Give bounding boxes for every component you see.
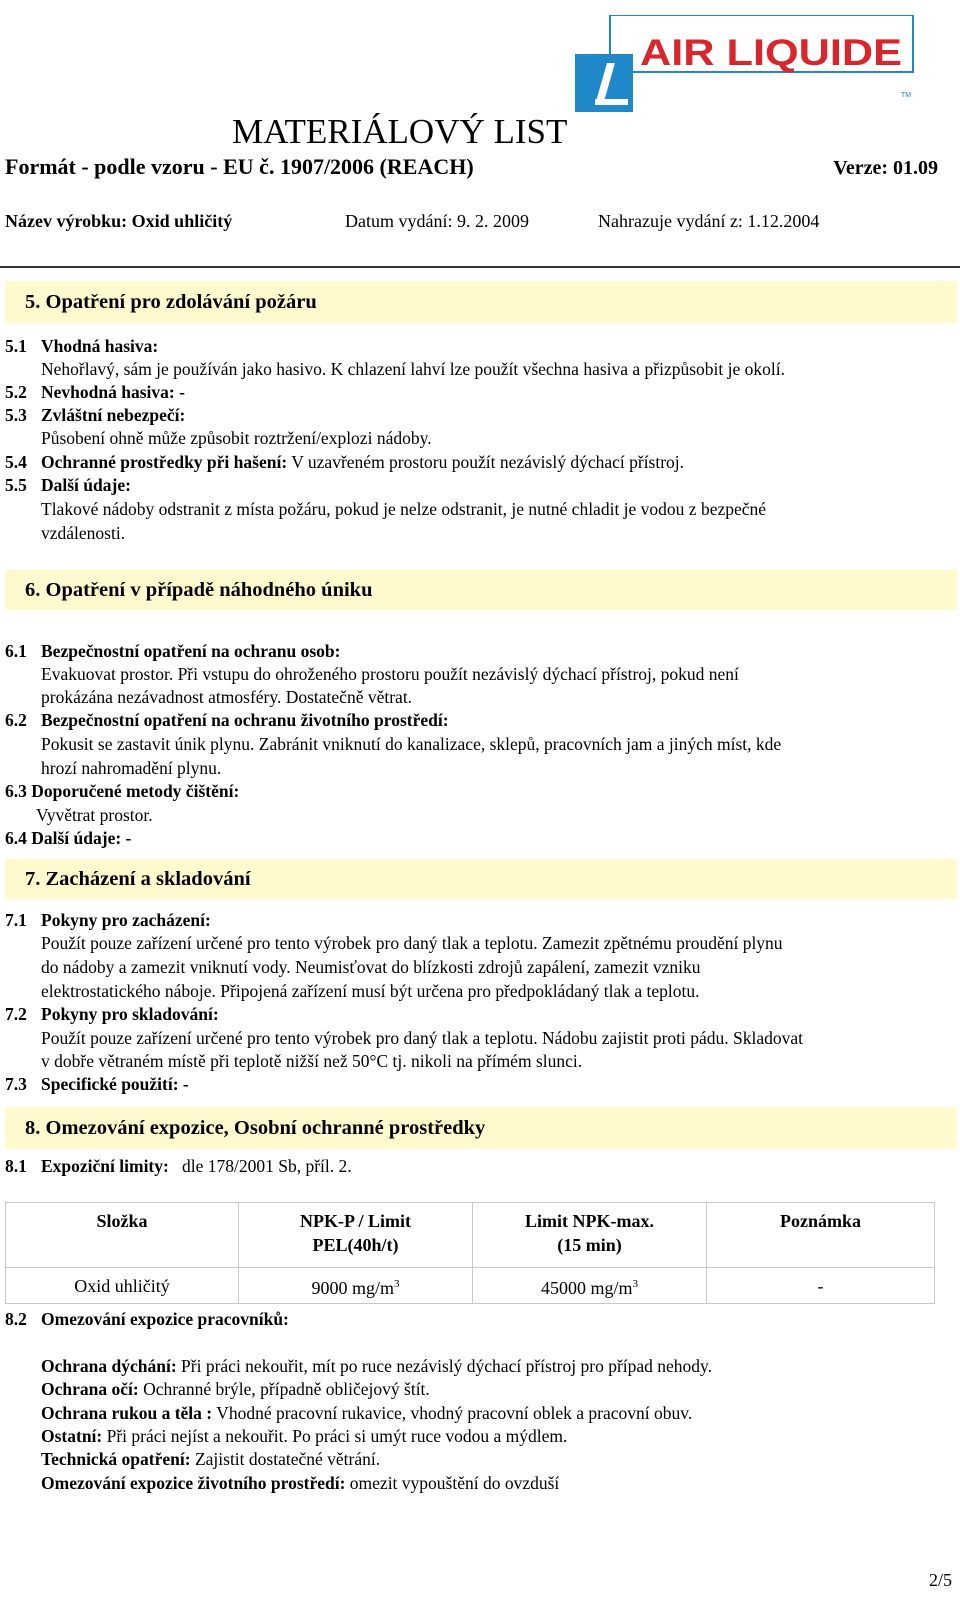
item-6-4: 6.4 Další údaje: - [5, 828, 132, 848]
item-6-3-text: Vyvětrat prostor. [36, 805, 153, 825]
item-7-1-text-1: Použít pouze zařízení určené pro tento výrobek pro daný tlak a teplotu. Zamezit zpětnému proudění plynu [41, 933, 783, 953]
section-5-heading: 5. Opatření pro zdolávání požáru [5, 281, 957, 323]
col-header-npk-max: Limit NPK-max. (15 min) [473, 1203, 707, 1268]
item-7-1-text-2: do nádoby a zamezit vniknutí vody. Neumisťovat do blízkosti zdrojů zapálení, zamezit vzniku [41, 957, 701, 977]
ppe-hands-body: Ochrana rukou a těla : Vhodné pracovní rukavice, vhodný pracovní oblek a pracovní obuv. [41, 1403, 693, 1423]
logo-tm: TM [901, 92, 912, 99]
item-6-2-text-1: Pokusit se zastavit únik plynu. Zabránit vniknutí do kanalizace, sklepů, pracovních jam a jiných míst, kde [41, 734, 782, 754]
item-7-1: 7.1 Pokyny pro zacházení: [5, 910, 211, 930]
table-row [6, 1268, 935, 1304]
section-8-heading: 8. Omezování expozice, Osobní ochranné prostředky [5, 1107, 957, 1149]
logo-text: AIR LIQUIDE [640, 32, 902, 73]
page-number: 2/5 [928, 1570, 952, 1590]
product-name: Název výrobku: Oxid uhličitý [5, 211, 233, 231]
table-header-row [6, 1203, 935, 1268]
cell-npk-max: 45000 $mg/m^3$ [473, 1268, 707, 1304]
item-6-1-text-1: Evakuovat prostor. Při vstupu do ohroženého prostoru použít nezávislý dýchací přístroj, pokud není [41, 664, 739, 684]
item-6-2: 6.2 Bezpečnostní opatření na ochranu životního prostředí: [5, 710, 449, 730]
ppe-other: Ostatní: Při práci nejíst a nekouřit. Po práci si umýt ruce vodou a mýdlem. [41, 1426, 568, 1446]
item-7-1-text-3: elektrostatického náboje. Připojená zařízení musí být určena pro předpokládaný tlak a teplotu. [41, 981, 700, 1001]
item-8-2: 8.2 Omezování expozice pracovníků: [5, 1309, 289, 1329]
item-6-2-text-2: hrozí nahromadění plynu. [41, 758, 222, 778]
item-5-5: 5.5 Další údaje: [5, 475, 131, 495]
cell-npk-p: 9000 $mg/m^3$ [239, 1268, 473, 1304]
air-liquide-logo [575, 15, 930, 115]
col-header-component: Složka [6, 1203, 239, 1268]
item-7-3: 7.3 Specifické použití: - [5, 1074, 189, 1094]
cell-note: - [707, 1268, 935, 1304]
item-8-1: 8.1 Expoziční limity: dle 178/2001 Sb, příl. 2. [5, 1156, 352, 1176]
item-5-4: 5.4 Ochranné prostředky při hašení: V uzavřeném prostoru použít nezávislý dýchací přístroj. [5, 452, 685, 472]
item-6-1-text-2: prokázána nezávadnost atmosféry. Dostatečně větrat. [41, 687, 413, 707]
item-5-5-text-2: vzdálenosti. [41, 523, 126, 543]
ppe-technical: Technická opatření: Zajistit dostatečné větrání. [41, 1449, 381, 1469]
cell-component: Oxid uhličitý [6, 1268, 239, 1304]
item-5-2: 5.2 Nevhodná hasiva: - [5, 382, 185, 402]
item-5-5-text-1: Tlakové nádoby odstranit z místa požáru, pokud je nelze odstranit, je nutné chladit je vodou z bezpečné [41, 499, 767, 519]
ppe-eyes: Ochrana očí: Ochranné brýle, případně obličejový štít. [41, 1379, 430, 1399]
document-title: MATERIÁLOVÝ LIST [232, 112, 568, 151]
item-6-3: 6.3 Doporučené metody čištění: [5, 781, 240, 801]
section-7-heading: 7. Zacházení a skladování [5, 859, 957, 899]
ppe-respiratory: Ochrana dýchání: Při práci nekouřit, mít po ruce nezávislý dýchací přístroj pro případ nehody. [41, 1356, 713, 1376]
supersedes-date: Nahrazuje vydání z: 1.12.2004 [598, 211, 820, 231]
item-7-2-text-2: v dobře větraném místě při teplotě nižší než 50°C tj. nikoli na přímém slunci. [41, 1051, 583, 1071]
section-6-heading: 6. Opatření v případě náhodného úniku [5, 570, 957, 610]
format-line: Formát - podle vzoru - EU č. 1907/2006 (REACH) [5, 154, 474, 179]
version-label: Verze: 01.09 [833, 157, 938, 179]
item-6-1: 6.1 Bezpečnostní opatření na ochranu osob: [5, 641, 341, 661]
header-divider [0, 266, 960, 268]
ppe-environment: Omezování expozice životního prostředí: omezit vypouštění do ovzduší [41, 1473, 560, 1493]
item-5-1-text: Nehořlavý, sám je používán jako hasivo. K chlazení lahví lze použít všechna hasiva a přizpůsobit je okolí. [41, 359, 786, 379]
exposure-limits-table [5, 1202, 935, 1304]
item-5-3-text: Působení ohně může způsobit roztržení/explozi nádoby. [41, 428, 432, 448]
issue-date: Datum vydání: 9. 2. 2009 [345, 211, 529, 231]
col-header-note: Poznámka [707, 1203, 935, 1268]
item-5-1: 5.1 Vhodná hasiva: [5, 336, 159, 356]
item-7-2: 7.2 Pokyny pro skladování: [5, 1004, 219, 1024]
col-header-npk-p: NPK-P / Limit PEL(40h/t) [239, 1203, 473, 1268]
item-7-2-text-1: Použít pouze zařízení určené pro tento výrobek pro daný tlak a teplotu. Nádobu zajistit proti pádu. Skladovat [41, 1028, 804, 1048]
item-5-3: 5.3 Zvláštní nebezpečí: [5, 405, 186, 425]
